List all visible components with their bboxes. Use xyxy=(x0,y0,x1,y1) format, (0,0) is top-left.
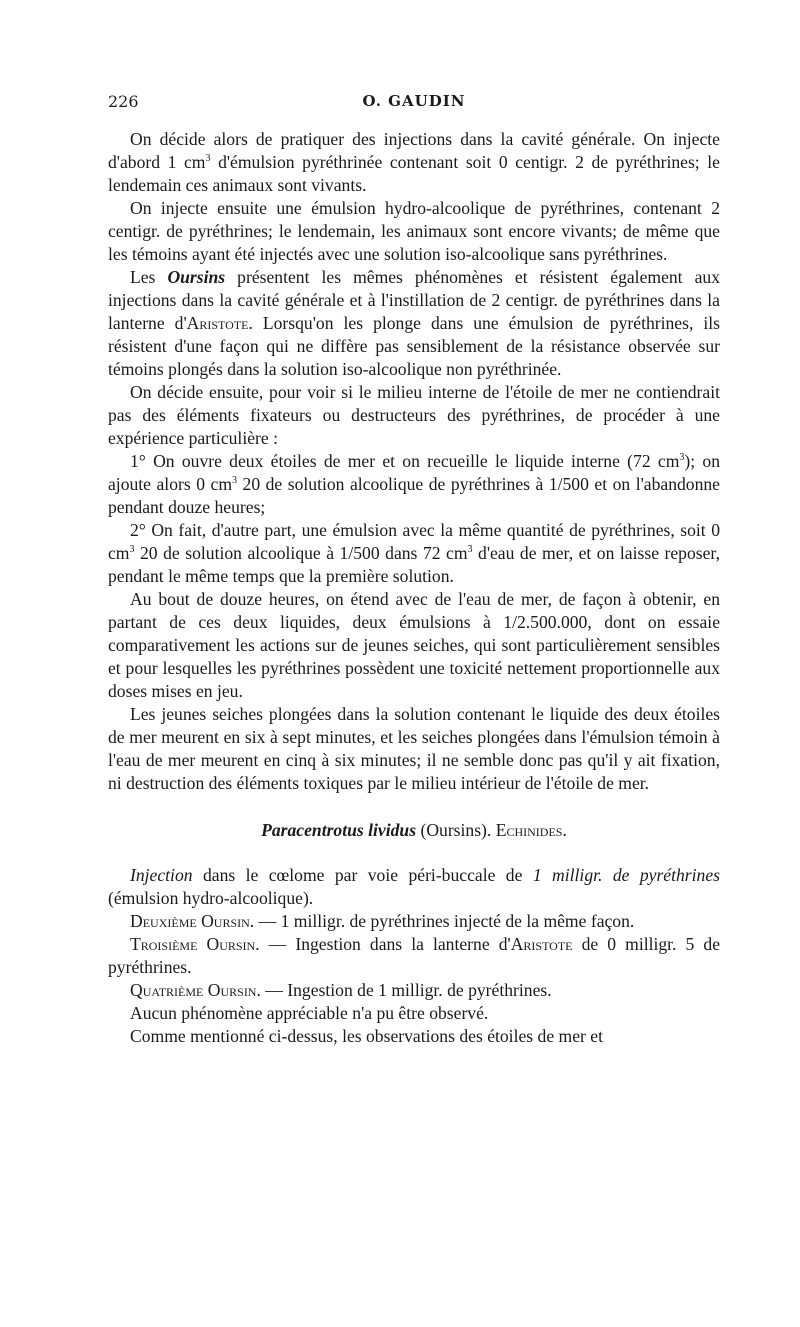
section-title xyxy=(108,819,720,842)
text-run: — 1 milligr. de pyréthrines injecté de la même façon. xyxy=(254,911,635,931)
italic-term: 1 milligr. de pyréthrines xyxy=(532,865,720,885)
emphasis-oursins: Oursins xyxy=(167,267,226,287)
text-run: On décide alors de pratiquer des injections dans la cavité générale. On injecte d'abord 1 cm xyxy=(108,129,720,172)
paragraph: On injecte ensuite une émulsion hydro-alcoolique de pyréthrines, contenant 2 centigr. de pyréthrines; le lendemain, les animaux sont encore vivants; de même que les témoins ayant été injectés avec une solution iso-alcoolique sans pyréthrines. xyxy=(108,198,720,264)
specimen-label: Troisième Oursin. xyxy=(130,934,260,954)
species-name: Paracentrotus lividus xyxy=(261,820,417,840)
superscript: 3 xyxy=(129,544,135,556)
page-header xyxy=(108,92,720,118)
italic-term: Injection xyxy=(130,865,193,885)
small-caps-name: Aristote xyxy=(186,313,249,333)
observation xyxy=(108,910,720,933)
superscript: 3 xyxy=(232,475,238,487)
running-head: O. GAUDIN xyxy=(362,92,466,110)
text-run: Les xyxy=(130,267,168,287)
specimen-label: Deuxième Oursin. xyxy=(130,911,255,931)
common-name: (Oursins). xyxy=(416,820,496,840)
text-run: d'émulsion pyréthrinée contenant soit 0 centigr. 2 de pyréthrines; le lendemain ces animaux sont vivants. xyxy=(108,152,720,195)
specimen-label: Quatrième Oursin. xyxy=(130,980,261,1000)
paragraph xyxy=(108,519,720,588)
taxon-group: Echinides. xyxy=(495,820,567,840)
superscript: 3 xyxy=(205,153,211,165)
text-run: d'eau de mer, et on laisse reposer, pendant le même temps que la première solution. xyxy=(108,543,720,586)
page-number: 226 xyxy=(108,92,139,111)
text-run: de 0 milligr. 5 de pyréthrines. xyxy=(108,934,720,977)
text-run: . Lorsqu'on les plonge dans une émulsion de pyréthrines, ils résistent d'une façon qui ne diffère pas sensiblement de la résistance observée sur témoins plongés dans la solution iso-alcoolique non pyréthrinée. xyxy=(108,313,720,379)
observation xyxy=(108,979,720,1002)
superscript: 3 xyxy=(679,452,685,464)
paragraph xyxy=(108,450,720,519)
superscript: 3 xyxy=(467,544,473,556)
text-run: 20 de solution alcoolique à 1/500 dans 72 cm xyxy=(134,543,468,563)
observation: Aucun phénomène appréciable n'a pu être observé. xyxy=(130,1003,489,1023)
observation xyxy=(108,933,720,979)
paragraph xyxy=(108,266,720,381)
text-run: dans le cœlome par voie péri-buccale de xyxy=(192,865,533,885)
paragraph: On décide ensuite, pour voir si le milieu interne de l'étoile de mer ne contiendrait pas des éléments fixateurs ou destructeurs des pyréthrines, de procéder à une expérience particulière : xyxy=(108,382,720,448)
observation xyxy=(108,864,720,910)
text-run: 2° On fait, d'autre part, une émulsion avec la même quantité de pyréthrines, soit 0 cm xyxy=(108,520,720,563)
body-text xyxy=(108,128,720,1048)
paragraph xyxy=(108,128,720,197)
text-run: — Ingestion de 1 milligr. de pyréthrines. xyxy=(260,980,552,1000)
text-run: ); on ajoute alors 0 cm xyxy=(108,451,720,494)
paragraph: Les jeunes seiches plongées dans la solution contenant le liquide des deux étoiles de mer meurent en six à sept minutes, et les seiches plongées dans l'émulsion témoin à l'eau de mer meurent en cinq à six minutes; il ne semble donc pas qu'il y ait fixation, ni destruction des éléments toxiques par le milieu intérieur de l'étoile de mer. xyxy=(108,704,720,793)
text-run: 1° On ouvre deux étoiles de mer et on recueille le liquide interne (72 cm xyxy=(130,451,680,471)
observation: Comme mentionné ci-dessus, les observations des étoiles de mer et xyxy=(130,1026,603,1046)
text-run: — Ingestion dans la lanterne d' xyxy=(259,934,511,954)
text-run: 20 de solution alcoolique de pyréthrines à 1/500 et on l'abandonne pendant douze heures; xyxy=(108,474,720,517)
text-run: présentent les mêmes phénomènes et résistent également aux injections dans la cavité générale et à l'instillation de 2 centigr. de pyréthrines dans la lanterne d' xyxy=(108,267,720,333)
small-caps-name: Aristote xyxy=(510,934,573,954)
paragraph: Au bout de douze heures, on étend avec de l'eau de mer, de façon à obtenir, en partant de ces deux liquides, deux émulsions à 1/2.500.000, dont on essaie comparativement les actions sur de jeunes seiches, qui sont particulièrement sensibles et pour lesquelles les pyréthrines possèdent une toxicité nettement proportionnelle aux doses mises en jeu. xyxy=(108,589,720,701)
text-run: (émulsion hydro-alcoolique). xyxy=(108,888,314,908)
